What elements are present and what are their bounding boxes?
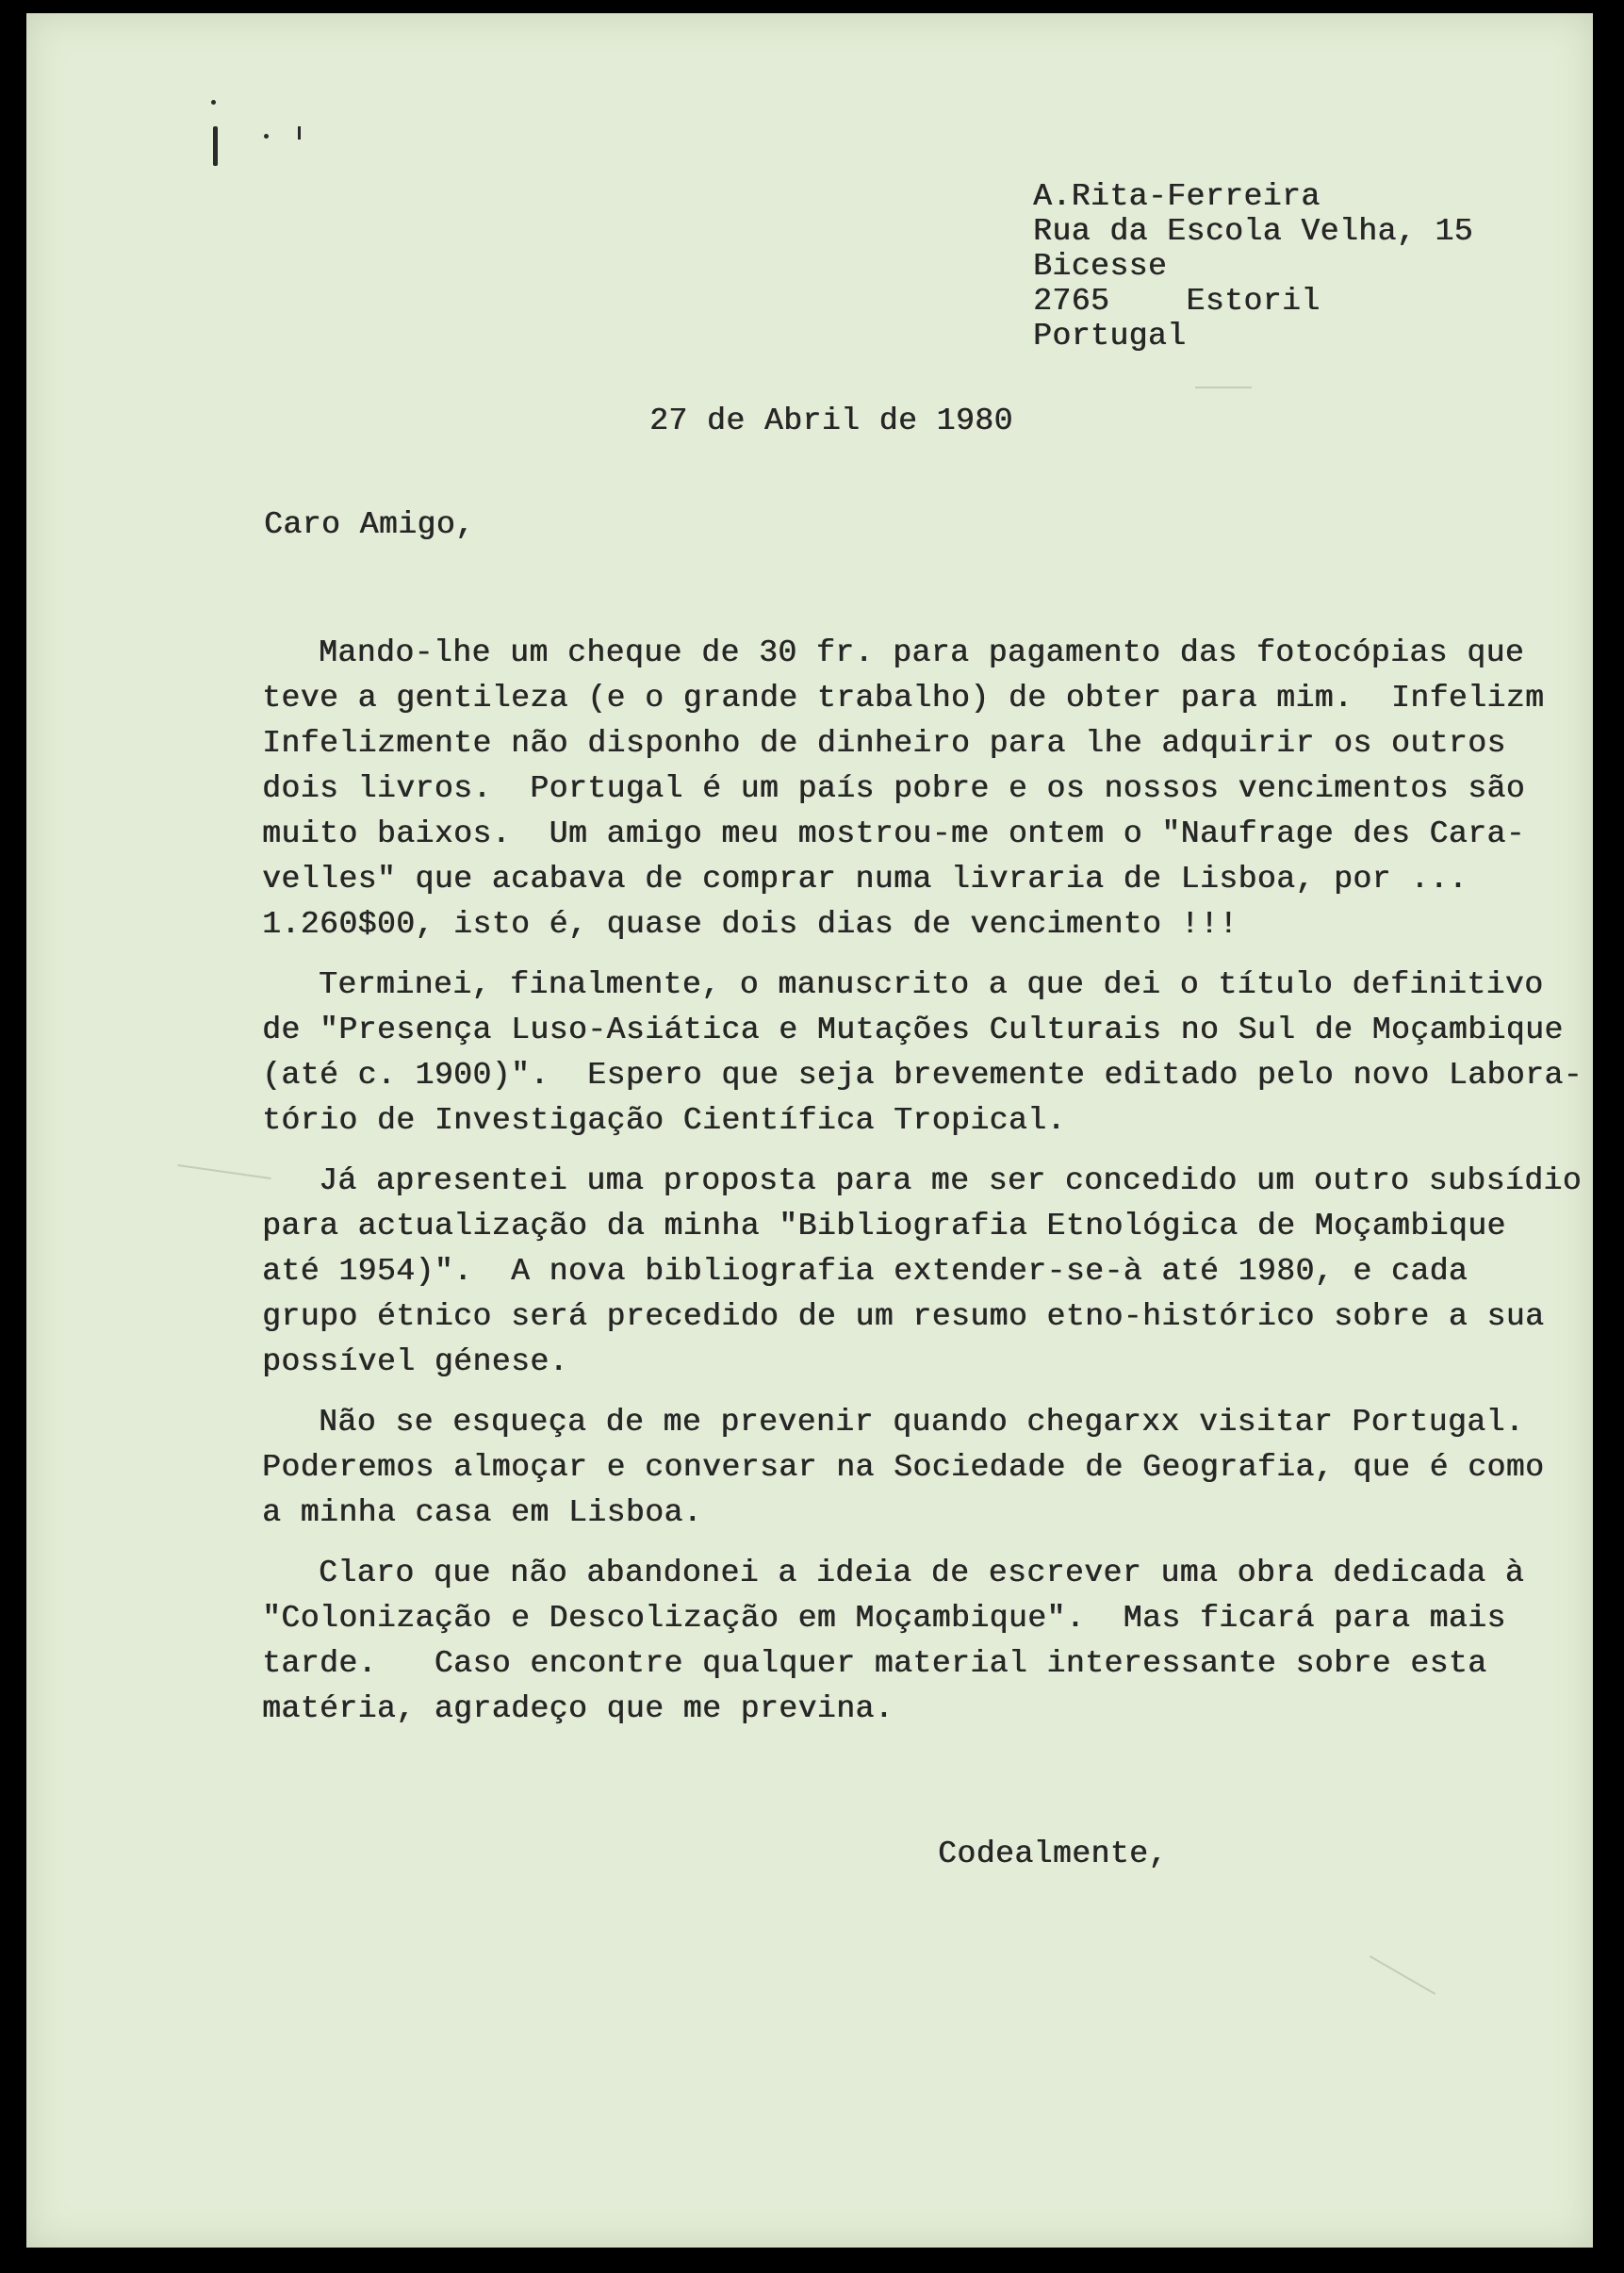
- paragraph-line: tarde. Caso encontre qualquer material interessante sobre esta: [262, 1646, 1487, 1681]
- paragraph-line: matéria, agradeço que me previna.: [262, 1691, 894, 1726]
- paragraph-line: Infelizmente não disponho de dinheiro para lhe adquirir os outros: [262, 726, 1506, 761]
- paragraph-line: Terminei, finalmente, o manuscrito a que dei o título definitivo: [319, 967, 1544, 1002]
- margin-mark-tick: [213, 126, 218, 166]
- paragraph-line: tório de Investigação Científica Tropical.: [262, 1103, 1066, 1138]
- closing: Codealmente,: [938, 1837, 1168, 1871]
- address-line: 2765 Estoril: [1033, 284, 1321, 319]
- paragraph-line: muito baixos. Um amigo meu mostrou-me ontem o "Naufrage des Cara-: [262, 816, 1526, 851]
- letter-body: [262, 631, 1600, 1747]
- paper-smudge: [177, 1164, 271, 1179]
- address-line: A.Rita-Ferreira: [1033, 179, 1321, 214]
- paragraph-line: até 1954)". A nova bibliografia extender-se-à até 1980, e cada: [262, 1254, 1468, 1289]
- paragraph-line: para actualização da minha "Bibliografia Etnológica de Moçambique: [262, 1209, 1506, 1244]
- paper-smudge: [1370, 1955, 1435, 1995]
- paper-smudge: [1195, 387, 1252, 388]
- margin-mark-dot-top: [211, 100, 216, 105]
- paragraph: [262, 1400, 1600, 1536]
- letter-sheet: [26, 13, 1593, 2248]
- address-line: Bicesse: [1033, 249, 1168, 284]
- paragraph-line: teve a gentileza (e o grande trabalho) de obter para mim. Infelizm: [262, 681, 1545, 716]
- paragraph: [262, 631, 1600, 947]
- address-line: Portugal: [1033, 319, 1187, 354]
- paragraph-line: Claro que não abandonei a ideia de escrever uma obra dedicada à: [319, 1556, 1525, 1590]
- paragraph: [262, 1159, 1600, 1385]
- salutation: Caro Amigo,: [264, 507, 475, 542]
- paragraph-line: Mando-lhe um cheque de 30 fr. para pagamento das fotocópias que: [319, 635, 1525, 670]
- margin-mark-small: [298, 126, 301, 140]
- paragraph-line: dois livros. Portugal é um país pobre e os nossos vencimentos são: [262, 771, 1526, 806]
- address-line: Rua da Escola Velha, 15: [1033, 214, 1473, 249]
- paragraph-line: possível génese.: [262, 1344, 568, 1379]
- paragraph: [262, 963, 1600, 1144]
- margin-mark-dot-right: [264, 134, 269, 139]
- paragraph-line: Poderemos almoçar e conversar na Sociedade de Geografia, que é como: [262, 1450, 1545, 1485]
- paragraph-line: 1.260$00, isto é, quase dois dias de vencimento !!!: [262, 907, 1239, 942]
- paragraph-line: Já apresentei uma proposta para me ser concedido um outro subsídio: [319, 1163, 1583, 1198]
- paragraph-line: grupo étnico será precedido de um resumo etno-histórico sobre a sua: [262, 1299, 1545, 1334]
- paragraph-line: velles" que acabava de comprar numa livraria de Lisboa, por ...: [262, 862, 1468, 897]
- paragraph: [262, 1551, 1600, 1732]
- paragraph-line: a minha casa em Lisboa.: [262, 1495, 702, 1530]
- paragraph-line: Não se esqueça de me prevenir quando chegarxx visitar Portugal.: [319, 1405, 1525, 1440]
- paragraph-line: de "Presença Luso-Asiática e Mutações Culturais no Sul de Moçambique: [262, 1013, 1564, 1047]
- letter-date: 27 de Abril de 1980: [649, 404, 1013, 438]
- sender-address: [1033, 179, 1473, 354]
- paragraph-line: "Colonização e Descolização em Moçambique". Mas ficará para mais: [262, 1601, 1506, 1636]
- paragraph-line: (até c. 1900)". Espero que seja brevemente editado pelo novo Labora-: [262, 1058, 1583, 1093]
